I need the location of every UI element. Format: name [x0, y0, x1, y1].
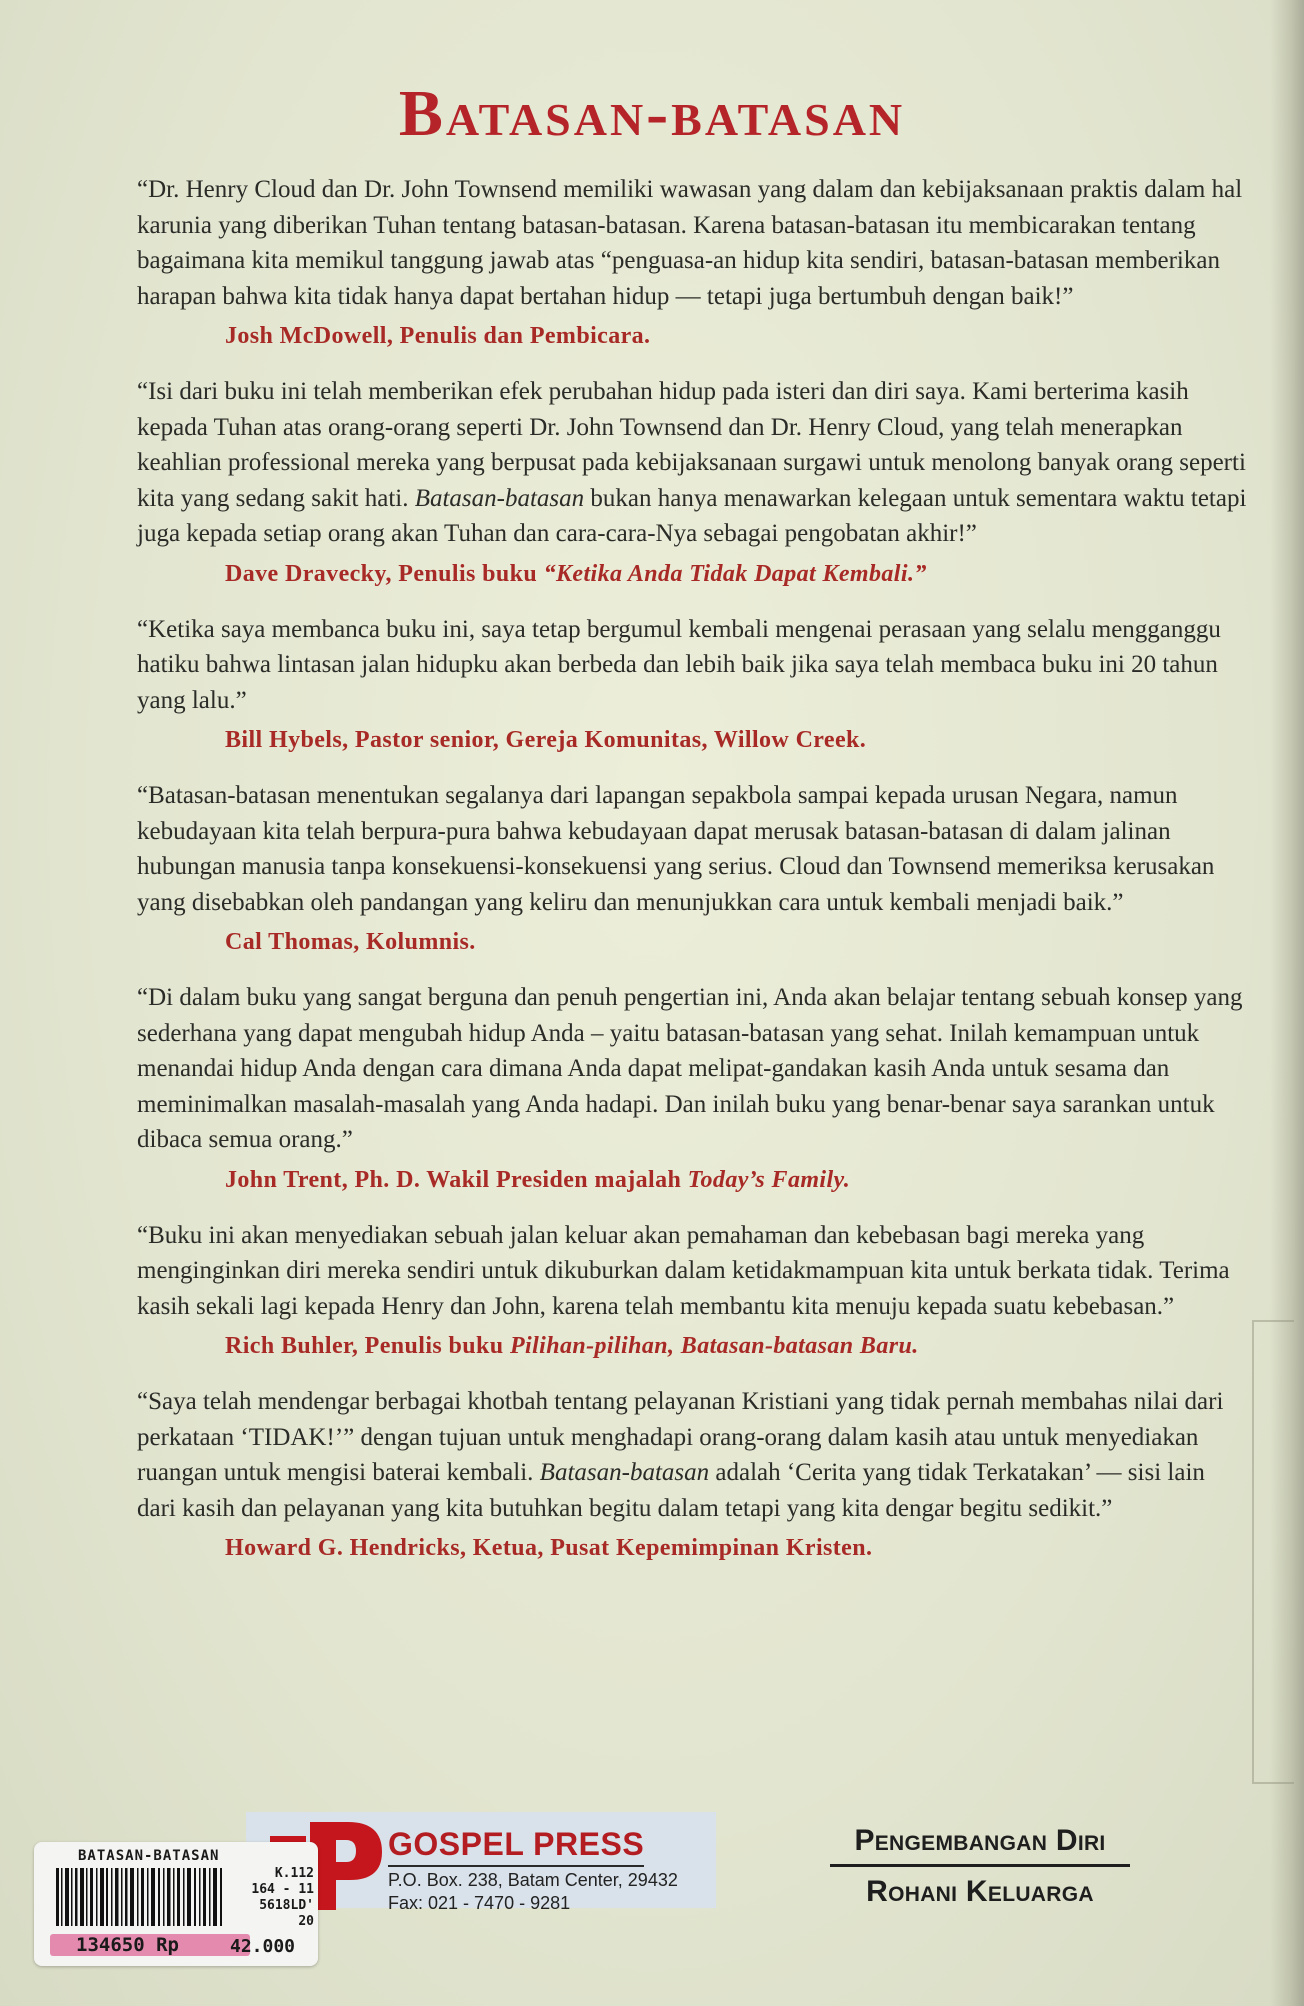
- quote-book-title: Batasan-batasan: [539, 1459, 710, 1486]
- endorsement: [137, 1218, 1247, 1363]
- endorsement-quote: “Dr. Henry Cloud dan Dr. John Townsend memiliki wawasan yang dalam dan kebijaksanaan praktis dalam hal karunia yang diberikan Tuhan tentang batasan-batasan. Karena batasan-batasan itu membicarakan tentang bagaimana kita memikul tanggung jawab atas “penguasa-an hidup kita sendiri, batasan-batasan memberikan harapan bahwa kita tidak hanya dapat bertahan hidup — tetapi juga bertumbuh dengan baik!”: [137, 176, 1243, 310]
- endorsement-author: Cal Thomas, Kolumnis.: [225, 929, 476, 955]
- call-number-line: 164 - 11: [251, 1882, 314, 1897]
- library-sticker: [34, 1842, 318, 1966]
- endorsement-quote: [137, 1384, 1247, 1526]
- endorsement: [137, 1384, 1247, 1564]
- cover-crease: [1252, 1320, 1294, 1784]
- endorsement: [137, 172, 1247, 352]
- quote-text: bukan hanya menawarkan kelegaan untuk sementara waktu tetapi juga kepada setiap orang akan Tuhan dan cara-cara-Nya sebagai pengobatan akhir!”: [137, 484, 1247, 547]
- publisher-name: GOSPEL PRESS: [388, 1826, 644, 1867]
- call-number: [234, 1866, 314, 1930]
- endorsement-author: [225, 1330, 1247, 1362]
- endorsement-author: Howard G. Hendricks, Ketua, Pusat Kepemimpinan Kristen.: [225, 1535, 873, 1561]
- author-name: John Trent, Ph. D. Wakil Presiden majalah: [225, 1166, 682, 1193]
- endorsement: [137, 980, 1247, 1196]
- category-label: [830, 1824, 1130, 1909]
- quote-book-title: Batasan-batasan: [414, 484, 585, 512]
- endorsement-quote: “Buku ini akan menyediakan sebuah jalan keluar akan pemahaman dan kebebasan bagi mereka yang menginginkan diri mereka sendiri untuk dikuburkan dalam ketidakmampuan kita untuk berkata tidak. Terima kasih sekali lagi kepada Henry dan John, karena telah membantu kita menuju kepada suatu kebebasan.”: [137, 1221, 1230, 1320]
- book-title: Batasan-batasan: [398, 77, 906, 151]
- endorsement: [137, 778, 1247, 958]
- price-label: 42.000: [230, 1936, 296, 1957]
- endorsement-list: [137, 172, 1247, 1586]
- quote-text: “Saya telah mendengar berbagai khotbah tentang pelayanan Kristiani yang tidak pernah membahas nilai dari perkataan ‘TIDAK!’” dengan tujuan untuk menghadapi orang-orang dalam kasih atau untuk menyediakan ruangan untuk mengisi baterai kembali.: [137, 1388, 1224, 1486]
- category-line-2: Rohani Keluarga: [866, 1875, 1094, 1908]
- endorsement-quote: “Di dalam buku yang sangat berguna dan penuh pengertian ini, Anda akan belajar tentang sebuah konsep yang sederhana yang dapat mengubah hidup Anda – yaitu batasan-batasan yang sehat. Inilah kemampuan untuk menandai hidup Anda dengan cara dimana Anda dapat melipat-gandakan kasih Anda untuk sesama dan meminimalkan masalah-masalah yang Anda hadapi. Dan inilah buku yang benar-benar saya sarankan untuk dibaca semua orang.”: [137, 984, 1243, 1153]
- author-name: Rich Buhler, Penulis buku: [225, 1333, 504, 1359]
- author-work: Pilihan-pilihan, Batasan-batasan Baru.: [509, 1333, 919, 1359]
- author-name: Dave Dravecky, Penulis buku: [225, 560, 538, 587]
- endorsement: [137, 374, 1247, 590]
- endorsement-author: Josh McDowell, Penulis dan Pembicara.: [225, 323, 651, 349]
- call-number-line: K.112: [274, 1866, 314, 1881]
- endorsement-quote: “Batasan-batasan menentukan segalanya dari lapangan sepakbola sampai kepada urusan Negara, namun kebudayaan kita telah berpura-pura bahwa kebudayaan dapat merusak batasan-batasan di dalam jalinan hubungan manusia tanpa konsekuensi-konsekuensi yang serius. Cloud dan Townsend memeriksa kerusakan yang disebabkan oleh pandangan yang keliru dan menunjukkan cara untuk kembali menjadi baik.”: [137, 782, 1215, 916]
- endorsement-author: Bill Hybels, Pastor senior, Gereja Komunitas, Willow Creek.: [225, 727, 867, 753]
- publisher-address: P.O. Box. 238, Batam Center, 29432: [388, 1870, 678, 1890]
- quote-text: “Isi dari buku ini telah memberikan efek perubahan hidup pada isteri dan diri saya. Kami berterima kasih kepada Tuhan atas orang-orang seperti Dr. John Townsend dan Dr. Henry Cloud, yang telah menerapkan keahlian professional mereka yang berpusat pada kebijaksanaan surgawi untuk menolong banyak orang seperti kita yang sedang sakit hati.: [137, 378, 1246, 512]
- barcode-icon: [54, 1868, 224, 1926]
- author-work: “Ketika Anda Tidak Dapat Kembali.”: [543, 560, 927, 587]
- publisher-fax: Fax: 021 - 7470 - 9281: [388, 1893, 571, 1913]
- endorsement-quote: [137, 374, 1247, 552]
- call-number-line: 5618LD': [259, 1898, 314, 1913]
- accession-number: [76, 1934, 179, 1956]
- call-number-line: 20: [298, 1914, 314, 1929]
- endorsement-quote: “Ketika saya membanca buku ini, saya tetap bergumul kembali mengenai perasaan yang selalu mengganggu hatiku bahwa lintasan jalan hidupku akan berbeda dan lebih baik jika saya telah membaca buku ini 20 tahun yang lalu.”: [137, 615, 1221, 714]
- accession-code: 134650: [76, 1934, 145, 1956]
- endorsement-author: [225, 1164, 1247, 1196]
- endorsement: [137, 612, 1247, 757]
- author-work: Today’s Family.: [687, 1166, 851, 1193]
- category-line-1: Pengembangan Diri: [830, 1824, 1130, 1867]
- currency-label: Rp: [156, 1934, 179, 1956]
- quote-text: adalah ‘Cerita yang tidak Terkatakan’ — sisi lain dari kasih dan pelayanan yang kita butuhkan begitu dalam tetapi yang kita dengar begitu sedikit.”: [137, 1459, 1205, 1522]
- sticker-title: BATASAN-BATASAN: [78, 1848, 220, 1864]
- endorsement-author: [225, 558, 1247, 590]
